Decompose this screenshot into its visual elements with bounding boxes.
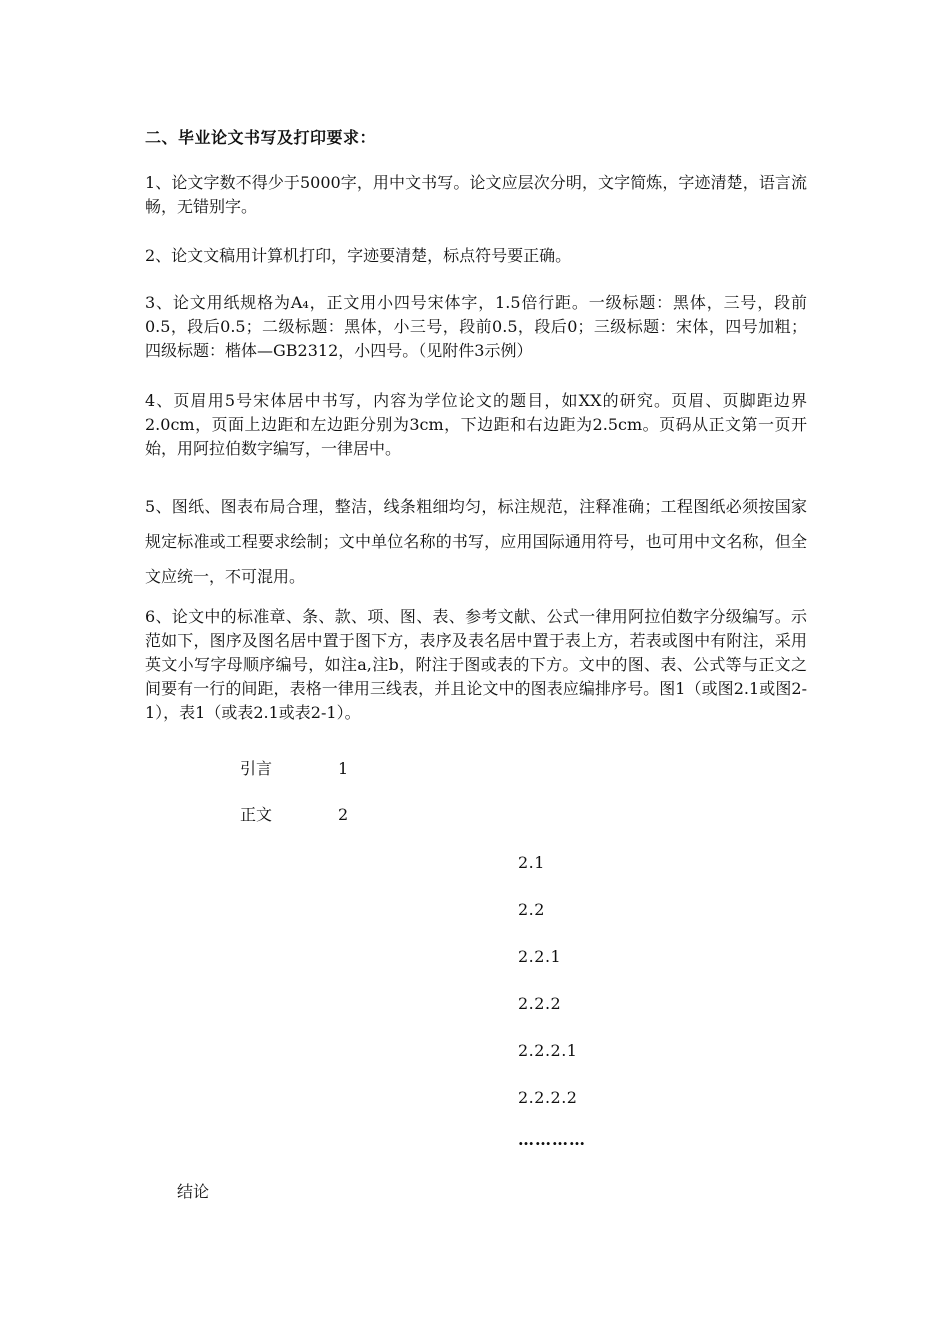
requirement-paragraph-3: 3、论文用纸规格为A₄，正文用小四号宋体字，1.5倍行距。一级标题：黑体，三号，段前0.5，段后0.5；二级标题：黑体，小三号，段前0.5，段后0；三级标题：宋体，四号加粗；四级标题：楷体—GB2312，小四号。（见附件3示例） bbox=[145, 293, 807, 360]
requirement-paragraph-5: 5、图纸、图表布局合理，整洁，线条粗细均匀，标注规范，注释准确；工程图纸必须按国家规定标准或工程要求绘制；文中单位名称的书写，应用国际通用符号，也可用中文名称，但全文应统一，不可混用。 bbox=[145, 497, 807, 586]
section-heading: 二、毕业论文书写及打印要求： bbox=[145, 128, 377, 147]
requirement-paragraph-4: 4、页眉用5号宋体居中书写，内容为学位论文的题目，如XX的研究。页眉、页脚距边界2.0cm，页面上边距和左边距分别为3cm，下边距和右边距为2.5cm。页码从正文第一页开始，用阿拉伯数字编写，一律居中。 bbox=[145, 391, 807, 458]
outline-intro-number: 1 bbox=[338, 759, 349, 778]
outline-conclusion: 结论 bbox=[177, 1182, 210, 1201]
requirement-paragraph-6: 6、论文中的标准章、条、款、项、图、表、参考文献、公式一律用阿拉伯数字分级编写。示范如下，图序及图名居中置于图下方，表序及表名居中置于表上方，若表或图中有附注，采用英文小写字母顺序编号，如注a,注b，附注于图或表的下方。文中的图、表、公式等与正文之间要有一行的间距，表格一律用三线表，并且论文中的图表应编排序号。图1（或图2.1或图2-1），表1（或表2.1或表2-1）。 bbox=[145, 607, 807, 722]
outline-subsection: 2.2 bbox=[518, 900, 545, 919]
outline-body-number: 2 bbox=[338, 805, 349, 824]
outline-subsection: 2.2.2 bbox=[518, 994, 562, 1013]
outline-intro-label: 引言 bbox=[240, 759, 273, 778]
outline-body-row bbox=[240, 805, 348, 825]
outline-ellipsis: ………… bbox=[518, 1130, 586, 1149]
outline-intro-row bbox=[240, 759, 348, 779]
requirement-paragraph-2: 2、论文文稿用计算机打印，字迹要清楚，标点符号要正确。 bbox=[145, 246, 572, 265]
outline-subsection: 2.1 bbox=[518, 853, 545, 872]
outline-subsection: 2.2.2.1 bbox=[518, 1041, 578, 1060]
outline-subsection: 2.2.2.2 bbox=[518, 1088, 578, 1107]
requirement-paragraph-1: 1、论文字数不得少于5000字，用中文书写。论文应层次分明，文字简炼，字迹清楚，语言流畅，无错别字。 bbox=[145, 173, 807, 216]
outline-body-label: 正文 bbox=[240, 805, 273, 824]
outline-subsection: 2.2.1 bbox=[518, 947, 562, 966]
